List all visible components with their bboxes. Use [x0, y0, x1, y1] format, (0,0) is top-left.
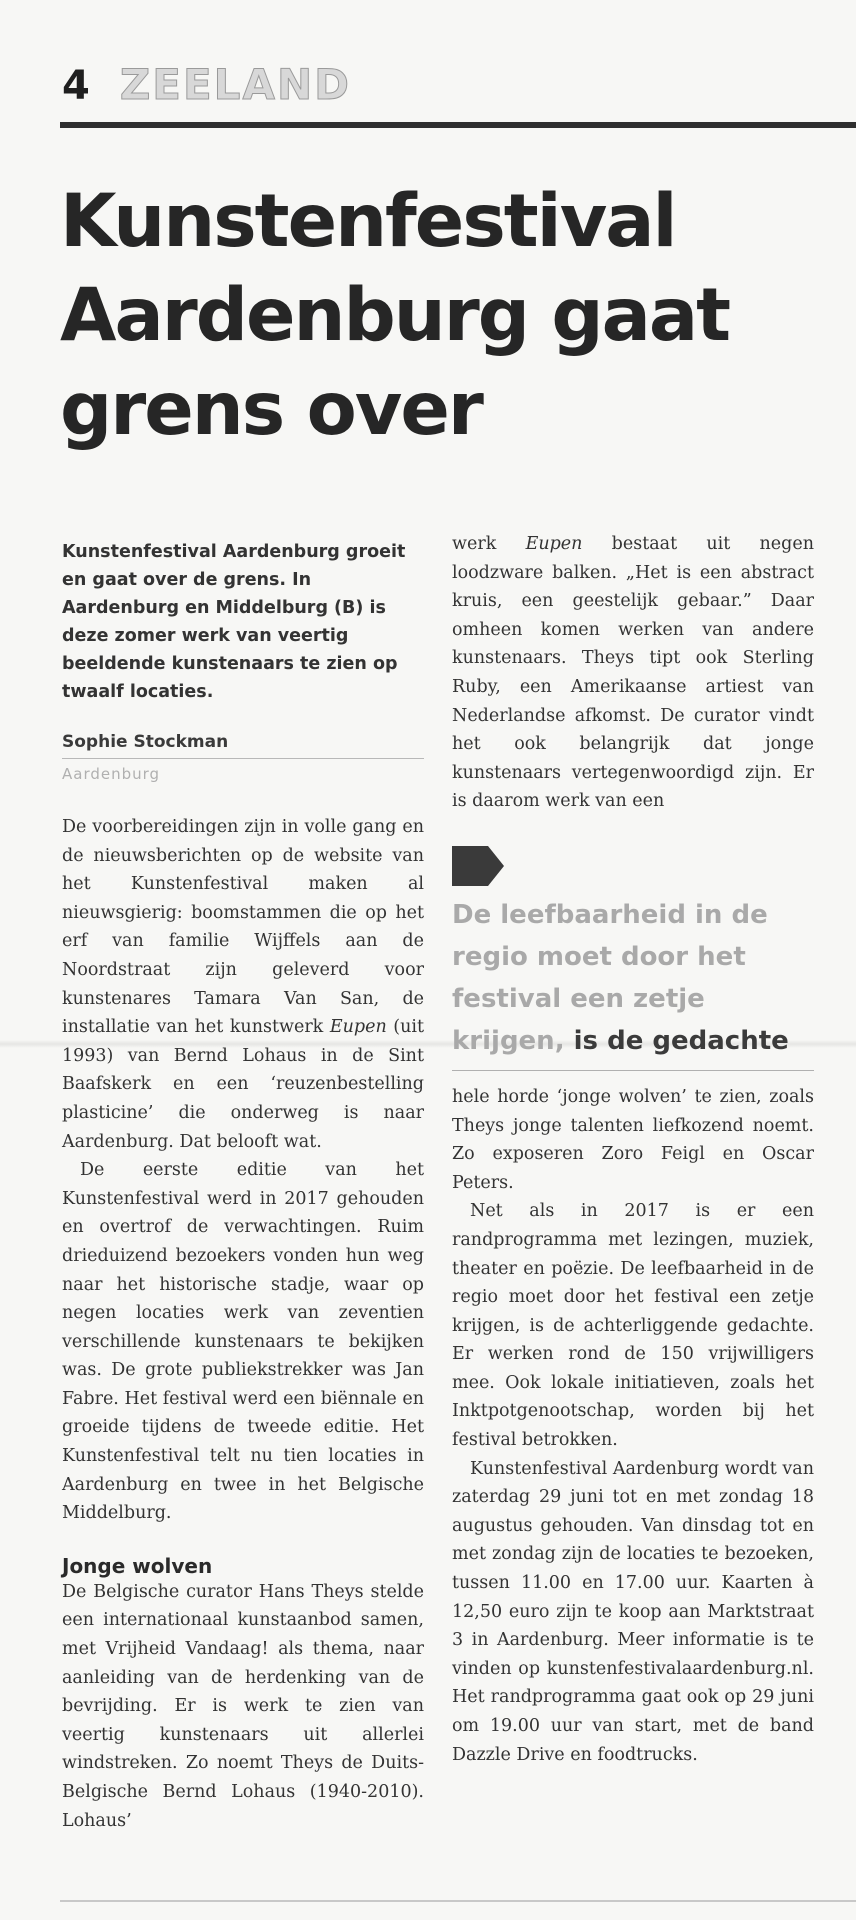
pullquote-rule — [452, 1070, 814, 1071]
subheading: Jonge wolven — [62, 1553, 213, 1578]
lead-paragraph: Kunstenfestival Aardenburg groeit en gaat over de grens. In Aardenburg en Middelburg (B) is deze zomer werk van veertig beeldende kunstenaars te zien op twaalf locaties. — [62, 542, 406, 702]
headline: Kunstenfestival Aardenburg gaat grens over — [60, 179, 730, 452]
author-byline: Sophie Stockman — [62, 732, 424, 759]
article-body-left-2 — [62, 1578, 424, 1835]
paragraph-6: Net als in 2017 is er een randprogramma met lezingen, muziek, theater en poëzie. De leefbaarheid in de regio moet door het festival een zetje krijgen, is de achterliggende gedachte. Er werken rond de 150 vrijwilligers mee. Ook lokale initiatieven, zoals het Inktpotgenootschap, worden bij het festival betrokken. — [452, 1201, 814, 1451]
page-header — [62, 60, 351, 110]
header-rule — [60, 122, 856, 128]
paragraph-4-text: bestaat uit negen loodzware balken. „Het is een abstract kruis, een geestelijk gebaar.” Daar omheen komen werken van andere kunstenaars. Theys tipt ook Sterling Ruby, een Amerikaanse artiest van Nederlandse afkomst. De curator vindt het ook belangrijk dat jonge kunstenaars vertegenwoordigd zijn. Er is daarom werk van een — [452, 534, 814, 812]
paragraph-2: De eerste editie van het Kunstenfestival werd in 2017 gehouden en overtrof de verwachtingen. Ruim drieduizend bezoekers vonden hun weg naar het historische stadje, waar op negen locaties werk van zeventien verschillende kunstenaars te bekijken was. De grote publiekstrekker was Jan Fabre. Het festival werd een biënnale en groeide tijdens de tweede editie. Het Kunstenfestival telt nu tien locaties in Aardenburg en twee in het Belgische Middelburg. — [62, 1160, 424, 1524]
paragraph-1-text: De voorbereidingen zijn in volle gang en de nieuwsberichten op de website van het Kunstenfestival maken al nieuwsgierig: boomstammen die op het erf van familie Wijffels aan de Noordstraat zijn geleverd voor kunstenares Tamara Van San, de installatie van het kunstwerk — [62, 817, 424, 1038]
bottom-rule — [60, 1900, 856, 1902]
paragraph-4-start: werk — [452, 534, 526, 554]
pullquote-light-text: De leefbaarheid in de regio moet door het festival een zetje krijgen, — [452, 899, 768, 1056]
artwork-title: Eupen — [329, 1017, 387, 1038]
article-body-right-2 — [452, 1083, 814, 1769]
article-body-right — [452, 530, 814, 816]
dateline: Aardenburg — [62, 765, 161, 783]
column-right — [452, 530, 814, 1769]
paragraph-5: hele horde ‘jonge wolven’ te zien, zoals Theys jonge talenten liefkozend noemt. Zo exposeren Zoro Feigl en Oscar Peters. — [452, 1086, 814, 1193]
pullquote — [452, 894, 814, 1062]
paragraph-1-end: (uit 1993) van Bernd Lohaus in de Sint Baafskerk en een ‘reuzenbestelling plasticine’ die onderweg is naar Aardenburg. Dat belooft wat. — [62, 1017, 424, 1152]
arrow-icon — [452, 846, 504, 886]
paragraph-7: Kunstenfestival Aardenburg wordt van zaterdag 29 juni tot en met zondag 18 augustus gehouden. Van dinsdag tot en met zondag zijn de locaties te bezoeken, tussen 11.00 en 17.00 uur. Kaarten à 12,50 euro zijn te koop aan Marktstraat 3 in Aardenburg. Meer informatie is te vinden op kunstenfestivalaardenburg.nl. Het randprogramma gaat ook op 29 juni om 19.00 uur van start, met de band Dazzle Drive en foodtrucks. — [452, 1458, 814, 1765]
section-title: ZEELAND — [119, 60, 351, 109]
paragraph-4 — [452, 530, 814, 816]
paragraph-1 — [62, 813, 424, 1156]
article-body-left — [62, 813, 424, 1528]
column-left — [62, 530, 424, 1835]
pullquote-block — [452, 846, 814, 1071]
pullquote-dark-text: is de gedachte — [573, 1025, 789, 1056]
paragraph-3: De Belgische curator Hans Theys stelde een internationaal kunstaanbod samen, met Vrijheid Vandaag! als thema, naar aanleiding van de herdenking van de bevrijding. Er is werk te zien van veertig kunstenaars uit allerlei windstreken. Zo noemt Theys de Duits-Belgische Bernd Lohaus (1940-2010). Lohaus’ — [62, 1581, 424, 1831]
artwork-title-2: Eupen — [525, 534, 583, 554]
page-number: 4 — [62, 63, 90, 109]
